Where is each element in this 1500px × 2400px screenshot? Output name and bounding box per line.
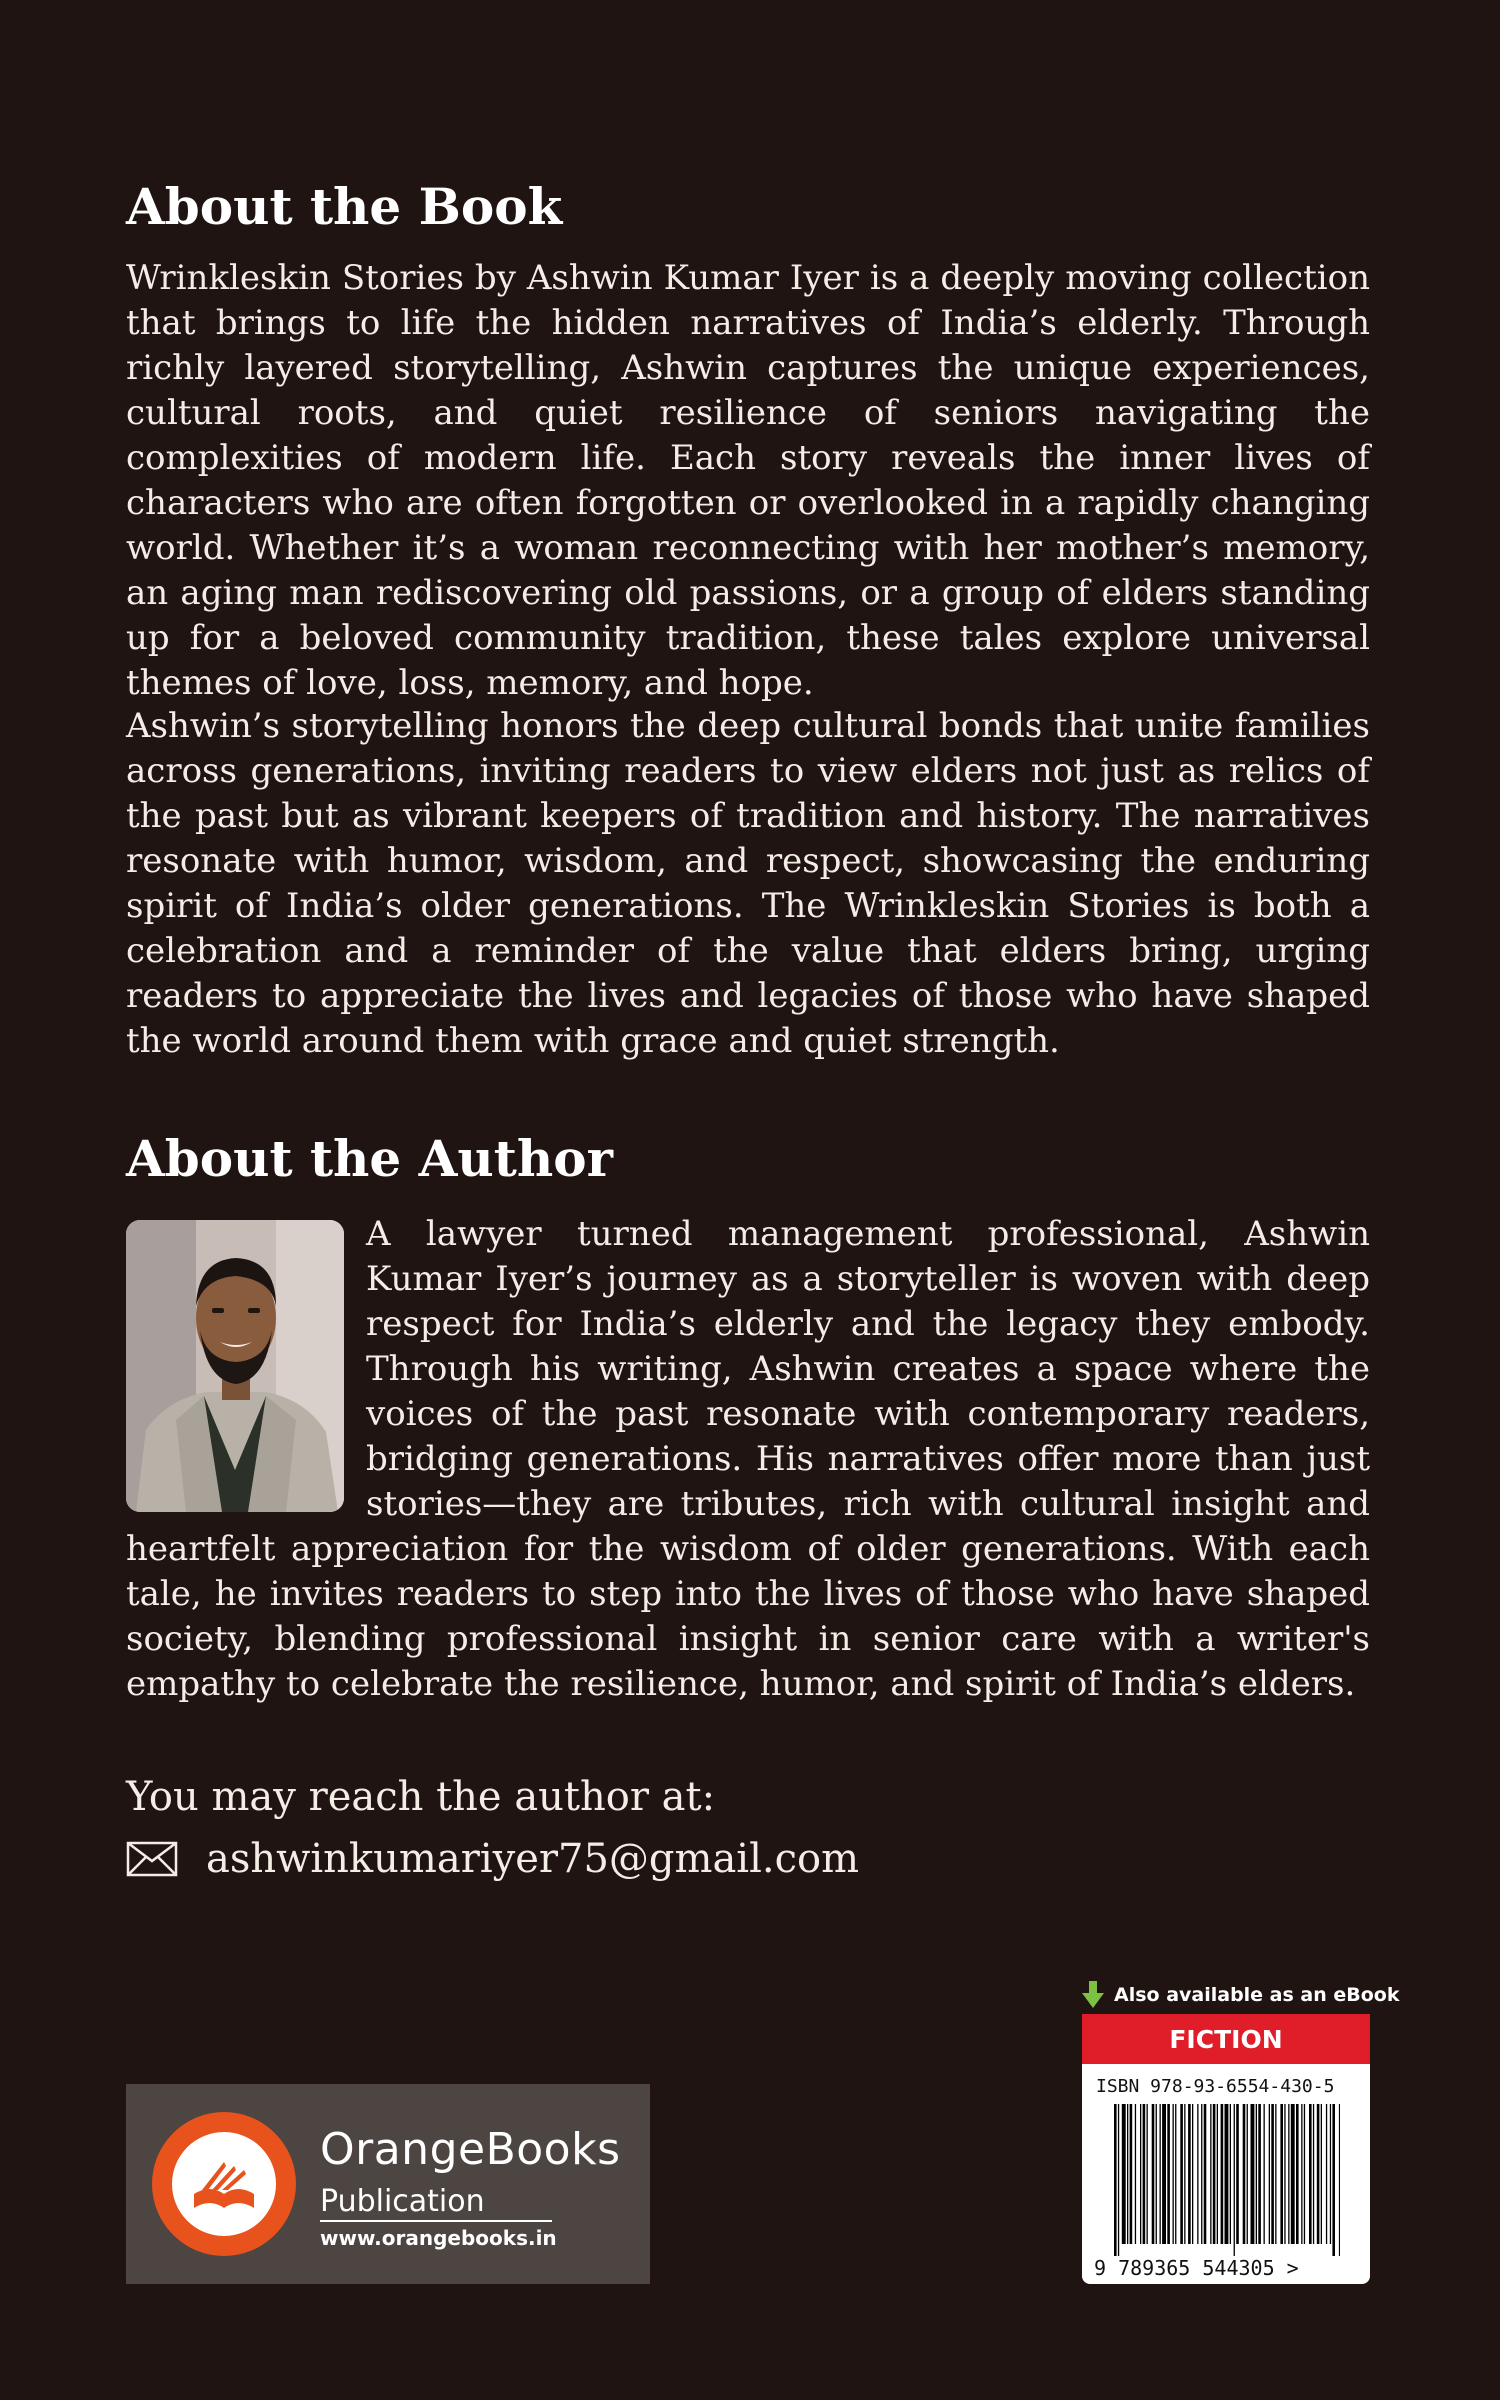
barcode-bar [1147,2104,1148,2244]
barcode-bar [1225,2104,1229,2244]
barcode-bar [1221,2104,1224,2244]
author-photo [126,1220,344,1512]
barcode-bar [1291,2104,1295,2244]
barcode-bar [1326,2104,1327,2244]
orangebooks-logo-icon [150,2110,298,2258]
barcode-digits: 9 789365 544305 > [1094,2256,1299,2280]
author-email-link[interactable]: ashwinkumariyer75@gmail.com [206,1836,860,1882]
genre-label: FICTION [1082,2014,1370,2064]
barcode-bar [1269,2104,1270,2244]
publisher-divider [320,2220,552,2222]
barcode-bar [1156,2104,1157,2244]
barcode-bar [1236,2104,1239,2244]
barcode-bar [1175,2104,1176,2244]
barcode-bar [1230,2104,1231,2244]
barcode-bar [1213,2104,1216,2244]
barcode-bar [1284,2104,1285,2244]
barcode-bar [1264,2104,1265,2244]
author-bio: A lawyer turned management professional, Ashwin Kumar Iyer’s journey as a storyteller is woven with deep respect for India’s elderly and the legacy they embody. Through his writing, Ashwin creates a space where the voices of the past resonate with contemporary readers, bridging generations. His narratives offer more than just stories—they are tributes, rich with cultural insight and heartfelt appreciation for the wisdom of older generations. With each tale, he invites readers to step into the lives of those who have shaped society, blending professional insight in senior care with a writer's empathy to celebrate the resilience, humor, and spirit of India’s elders. [126,1214,1370,1704]
barcode-bar [1188,2104,1191,2244]
barcode-bar [1130,2104,1133,2244]
publisher-logo-box [126,2084,650,2284]
about-author-heading: About the Author [126,1129,613,1188]
barcode-bar [1251,2104,1255,2244]
barcode-bar [1234,2104,1235,2256]
barcode-bar [1192,2104,1193,2244]
author-portrait-image [126,1220,344,1512]
barcode-bar [1140,2104,1141,2244]
contact-row[interactable] [126,1830,859,1888]
barcode-bar [1321,2104,1322,2244]
barcode-bar [1201,2104,1202,2244]
barcode-bar [1184,2104,1185,2244]
barcode-bar [1332,2104,1335,2256]
barcode-bar [1173,2104,1174,2244]
barcode-bar [1152,2104,1155,2244]
barcode-bar [1197,2104,1198,2244]
barcode-bar [1330,2104,1331,2244]
barcode-bar [1309,2104,1312,2244]
barcode-bar [1271,2104,1274,2244]
ebook-note-text: Also available as an eBook [1114,1984,1400,2006]
barcode-image [1114,2104,1340,2256]
barcode-bar [1339,2104,1340,2256]
about-book-heading: About the Book [126,177,563,236]
barcode-bar [1256,2104,1257,2244]
about-book-paragraph-1: Wrinkleskin Stories by Ashwin Kumar Iyer is a deeply moving collection that brings to life the hidden narratives of India’s elderly. Through richly layered storytelling, Ashwin captures the unique experiences, cultural roots, and quiet resilience of seniors navigating the complexities of modern life. Each story reveals the inner lives of characters who are often forgotten or overlooked in a rapidly changing world. Whether it’s a woman reconnecting with her mother’s memory, an aging man rediscovering old passions, or a group of elders standing up for a beloved community tradition, these tales explore universal themes of love, loss, memory, and hope. [126,258,1370,703]
barcode-bar [1135,2104,1136,2244]
down-arrow-icon [1082,1981,1104,2009]
barcode-bar [1317,2104,1320,2244]
barcode-bar [1296,2104,1299,2244]
about-book-paragraph-2: Ashwin’s storytelling honors the deep cultural bonds that unite families across generations, inviting readers to view elders not just as relics of the past but as vibrant keepers of tradition and history. The narratives resonate with humor, wisdom, and respect, showcasing the enduring spirit of India’s older generations. The Wrinkleskin Stories is both a celebration and a reminder of the value that elders bring, urging readers to appreciate the lives and legacies of those who have shaped the world around them with grace and quiet strength. [126,706,1370,1061]
contact-label: You may reach the author at: [126,1774,716,1820]
ebook-note [1082,1980,1400,2010]
publisher-url[interactable]: www.orangebooks.in [320,2226,557,2250]
barcode-bar [1118,2104,1119,2256]
barcode-bar [1127,2104,1128,2244]
barcode-bar [1247,2104,1248,2244]
barcode-bar [1217,2104,1218,2244]
barcode-bar [1162,2104,1166,2244]
barcode-bar [1114,2104,1117,2256]
barcode-bar [1280,2104,1283,2244]
barcode-bar [1160,2104,1161,2244]
barcode-bar [1210,2104,1211,2244]
barcode-bar [1288,2104,1289,2244]
barcode-bar [1275,2104,1276,2244]
barcode-bar [1204,2104,1207,2244]
publisher-subtitle: Publication [320,2184,485,2219]
barcode-bar [1304,2104,1305,2244]
barcode-bar [1301,2104,1302,2244]
envelope-icon [126,1841,178,1877]
author-section [126,1212,1370,1707]
barcode-bar [1313,2104,1314,2244]
publisher-name: OrangeBooks [320,2124,621,2175]
barcode-bar [1258,2104,1261,2244]
barcode-bar [1122,2104,1126,2244]
barcode-bar [1167,2104,1170,2244]
isbn-number: ISBN 978-93-6554-430-5 [1096,2076,1335,2097]
barcode-bar [1143,2104,1146,2244]
isbn-barcode-card [1082,2014,1370,2284]
barcode-bar [1180,2104,1183,2244]
barcode-bar [1243,2104,1246,2244]
